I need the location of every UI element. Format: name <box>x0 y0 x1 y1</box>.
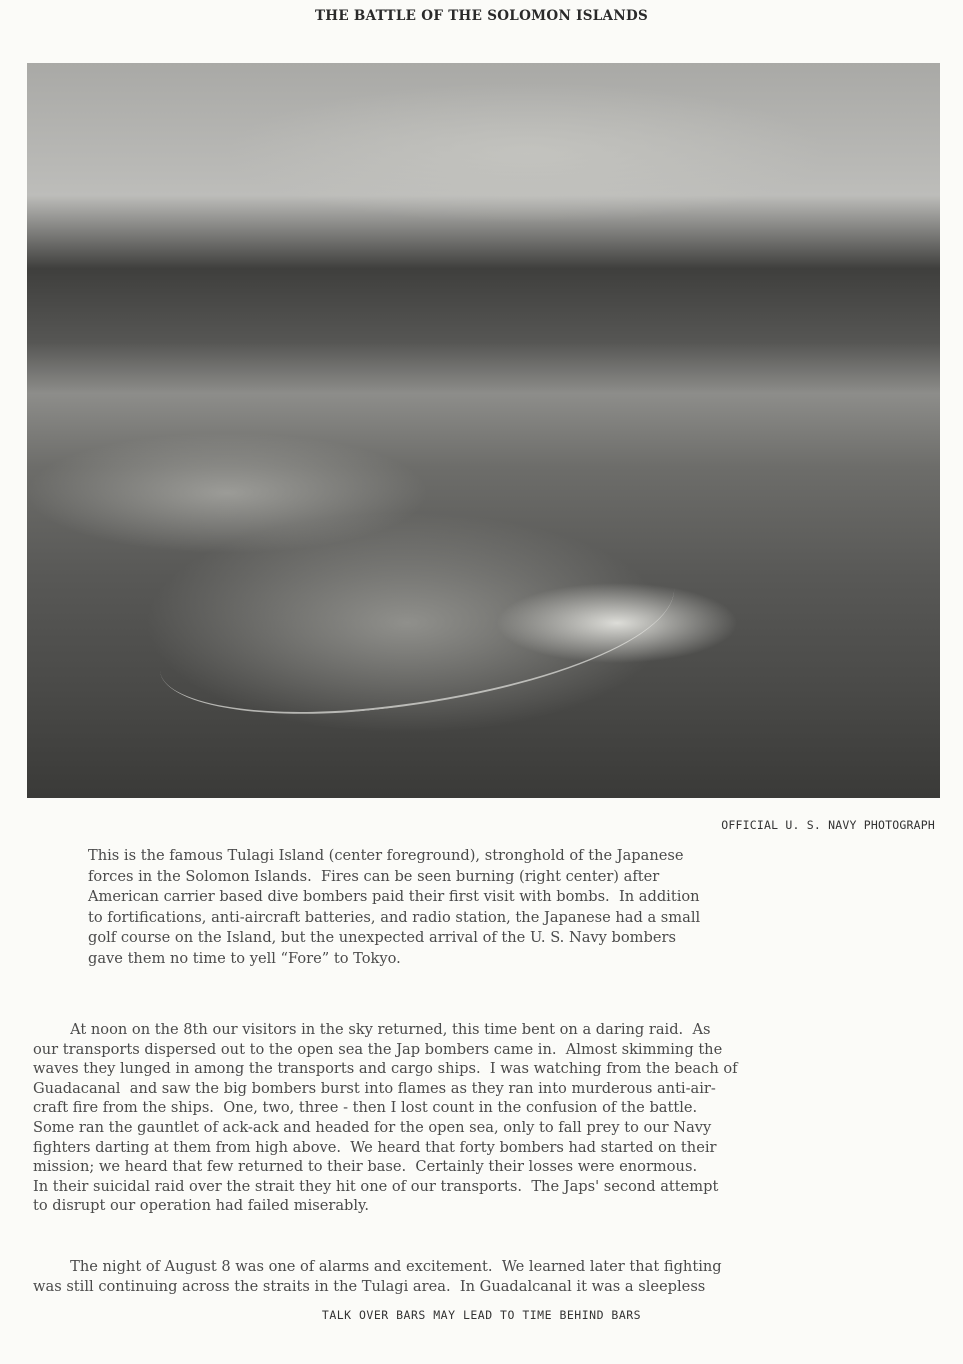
caption-line: to fortifications, anti-aircraft batteries, and radio station, the Japanese had a small <box>88 908 701 926</box>
caption-line: golf course on the Island, but the unexpected arrival of the U. S. Navy bombers <box>88 929 676 947</box>
text-line: At noon on the 8th our visitors in the sky returned, this time bent on a daring raid. As <box>33 1021 711 1038</box>
text-line: waves they lunged in among the transports and cargo ships. I was watching from the beach of <box>33 1060 738 1078</box>
text-line: mission; we heard that few returned to their base. Certainly their losses were enormous. <box>33 1158 698 1176</box>
text-line: Guadacanal and saw the big bombers burst into flames as they ran into murderous anti-air- <box>33 1079 716 1097</box>
text-line: to disrupt our operation had failed miserably. <box>33 1197 370 1215</box>
caption-line: This is the famous Tulagi Island (center foreground), stronghold of the Japanese <box>88 847 684 864</box>
text-line: was still continuing across the straits in the Tulagi area. In Guadalcanal it was a sleepless <box>33 1277 706 1295</box>
photo-credit: OFFICIAL U. S. NAVY PHOTOGRAPH <box>721 818 935 832</box>
text-line: fighters darting at them from high above. We heard that forty bombers had started on their <box>33 1138 717 1156</box>
text-line: craft fire from the ships. One, two, three - then I lost count in the confusion of the battle. <box>33 1099 698 1117</box>
page-title: THE BATTLE OF THE SOLOMON ISLANDS <box>314 8 649 24</box>
aerial-photograph-tulagi <box>27 63 940 798</box>
photo-shoreline <box>150 526 683 732</box>
text-line: Some ran the gauntlet of ack-ack and headed for the open sea, only to fall prey to our Navy <box>33 1118 712 1136</box>
body-paragraph <box>33 1020 738 1216</box>
caption-line: gave them no time to yell “Fore” to Tokyo. <box>88 949 401 967</box>
page-footer-slogan: TALK OVER BARS MAY LEAD TO TIME BEHIND BARS <box>321 1308 642 1322</box>
text-line: our transports dispersed out to the open sea the Jap bombers came in. Almost skimming the <box>33 1040 723 1058</box>
text-line: In their suicidal raid over the strait they hit one of our transports. The Japs' second attempt <box>33 1177 719 1195</box>
caption-line: American carrier based dive bombers paid their first visit with bombs. In addition <box>88 888 700 906</box>
caption-line: forces in the Solomon Islands. Fires can be seen burning (right center) after <box>88 867 660 885</box>
text-line: The night of August 8 was one of alarms and excitement. We learned later that fighting <box>33 1258 722 1275</box>
body-paragraph <box>33 1257 722 1296</box>
photo-caption <box>88 846 700 970</box>
